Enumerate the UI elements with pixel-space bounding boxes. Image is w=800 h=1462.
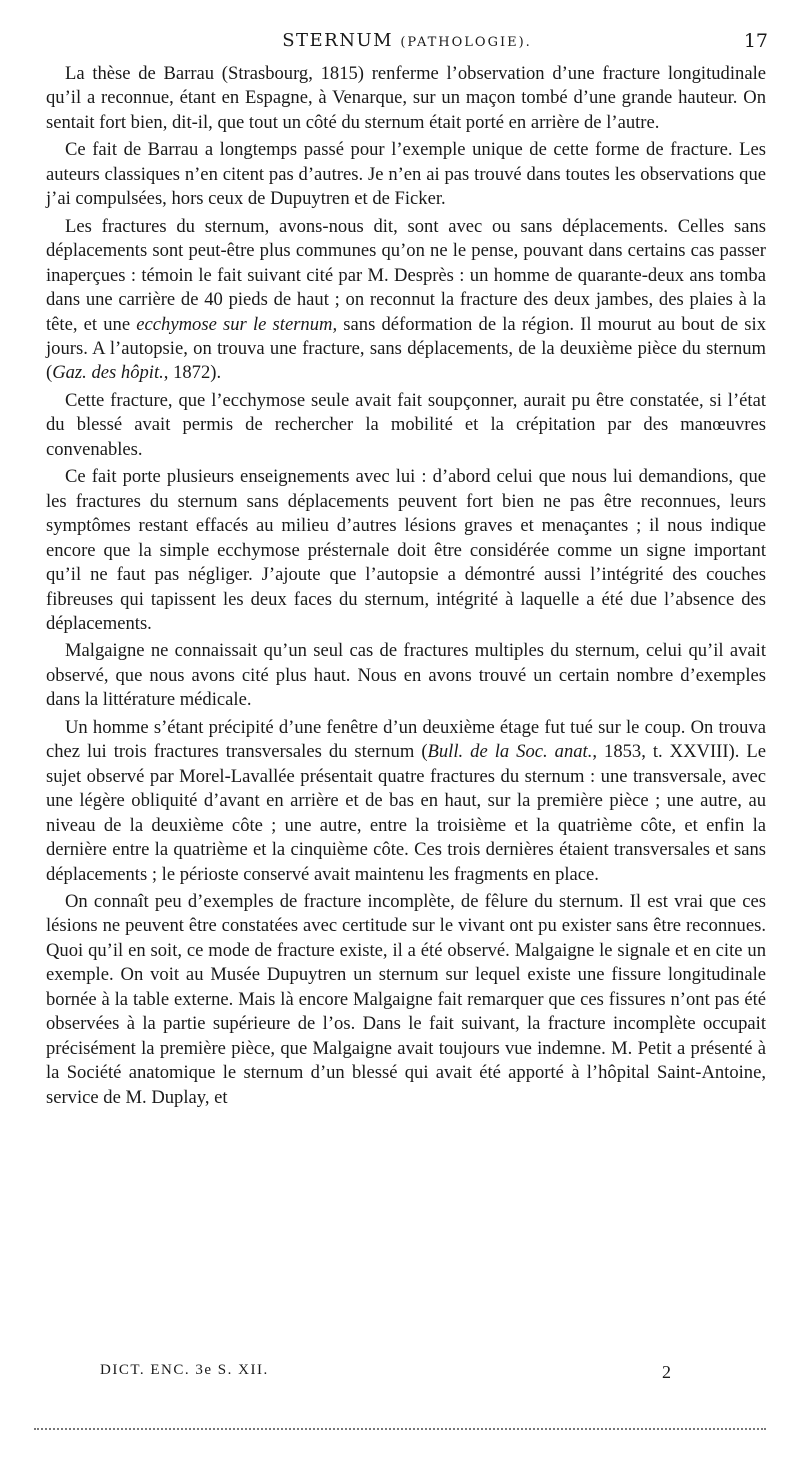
citation-italic: Gaz. des hôpit. [52, 362, 164, 384]
running-title [46, 30, 768, 51]
paragraph-3 [46, 215, 766, 386]
paragraph-text: , 1872). [163, 362, 222, 384]
paragraph-text: Malgaigne ne connaissait qu’un seul cas de fractures multiples du sternum, celui qu’il avait observé, que nous avons cité plus haut. Nous en avons trouvé un certain nombre d’exemples dans la littérature médicale. [46, 640, 766, 711]
body-text [46, 62, 766, 1110]
paragraph-5 [46, 465, 766, 636]
printer-signature: DICT. ENC. 3e S. XII. [100, 1362, 269, 1378]
dotted-rule-divider [34, 1428, 766, 1430]
running-header [46, 30, 768, 58]
paragraph-4 [46, 389, 766, 462]
paragraph-text: La thèse de Barrau (Strasbourg, 1815) renferme l’observation d’une fracture longitudinale qu’il a reconnue, étant en Espagne, à Venarque, sur un maçon tombé d’une grande hauteur. On sentait fort bien, dit-il, que tout un côté du sternum était porté en arrière de l’autre. [46, 63, 766, 133]
paragraph-text: Un homme s’étant précipité d’une fenêtre d’un deuxième étage fut tué sur le coup. On trouva chez lui trois fractures transversales du sternum ( [46, 716, 766, 763]
paragraph-7 [46, 716, 766, 887]
italic-phrase: ecchymose sur le sternum, [136, 313, 338, 335]
paragraph-text: Cette fracture, que l’ecchymose seule avait fait soupçonner, aurait pu être constatée, si l’état du blessé avait permis de rechercher la mobilité et la crépitation par des manœuvres convenables. [46, 389, 766, 460]
paragraph-text: Ce fait porte plusieurs enseignements avec lui : d’abord celui que nous lui demandions, que les fractures du sternum sans déplacements peuvent fort bien ne pas être reconnues, leurs symptômes restant effacés au milieu d’autres lésions graves et menaçantes ; il nous indique encore que la simple ecchymose présternale doit être considérée comme un signe important qu’il ne faut pas négliger. J’ajoute que l’autopsie a démontré aussi l’intégrité des couches fibreuses qui tapissent les deux faces du sternum, intégrité à laquelle a été due l’absence des déplacements. [46, 466, 766, 634]
paragraph-text: , 1853, t. XXVIII). Le sujet observé par Morel-Lavallée présentait quatre fractures du sternum : une transversale, avec une légère obliquité d’avant en arrière et de bas en haut, sur la première pièce ; une autre, au niveau de la deuxième côte ; une autre, entre la troisième et la quatrième côte, et enfin la dernière entre la quatrième et la cinquième côte. Ces trois dernières étaient transversales et sans déplacements ; le périoste conservé avait maintenu les fragments en place. [46, 741, 766, 885]
paragraph-text: Ce fait de Barrau a longtemps passé pour l’exemple unique de cette forme de fracture. Les auteurs classiques n’en citent pas d’autres. Je n’en ai pas trouvé dans toutes les observations que j’ai compulsées, hors ceux de Dupuytren et de Ficker. [46, 139, 766, 210]
sheet-number: 2 [662, 1362, 671, 1382]
paragraph-text: sans déformation de la région. Il mourut au bout de six jours. A l’autopsie, on trouva une fracture, sans déplacements, de la deuxième pièce du sternum ( [46, 313, 767, 384]
paragraph-1 [46, 62, 766, 135]
page-number: 17 [743, 30, 768, 52]
paragraph-2 [46, 138, 766, 211]
running-title-subtitle: (PATHOLOGIE). [400, 35, 532, 50]
citation-italic: Bull. de la Soc. anat. [427, 741, 593, 763]
page-footer [100, 1362, 700, 1388]
paragraph-text: Les fractures du sternum, avons-nous dit, sont avec ou sans déplacements. Celles sans déplacements sont peut-être plus communes qu’on ne le pense, pouvant dans certains cas passer inaperçues : témoin le fait suivant cité par M. Desprès : un homme de quarante-deux ans tomba dans une carrière de 40 pieds de haut ; on reconnut la fracture des deux jambes, des plaies à la tête, et une [46, 215, 766, 335]
paragraph-text: On connaît peu d’exemples de fracture incomplète, de fêlure du sternum. Il est vrai que ces lésions ne peuvent être constatées avec certitude sur le vivant ont pu exister sans être reconnues. Quoi qu’il en soit, ce mode de fracture existe, il a été observé. Malgaigne le signale et en cite un exemple. On voit au Musée Dupuytren un sternum sur lequel existe une fissure longitudinale bornée à la table externe. Mais là encore Malgaigne fait remarquer que ces fissures n’ont pas été observées à la partie supérieure de l’os. Dans le fait suivant, la fracture incomplète occupait précisément la première pièce, que Malgaigne avait toujours vue indemne. M. Petit a présenté à la Société anatomique le sternum d’un blessé qui avait été apporté à l’hôpital Saint-Antoine, service de M. Duplay, et [46, 890, 766, 1108]
running-title-main: STERNUM [282, 30, 394, 51]
paragraph-8 [46, 890, 766, 1110]
paragraph-6 [46, 639, 766, 712]
